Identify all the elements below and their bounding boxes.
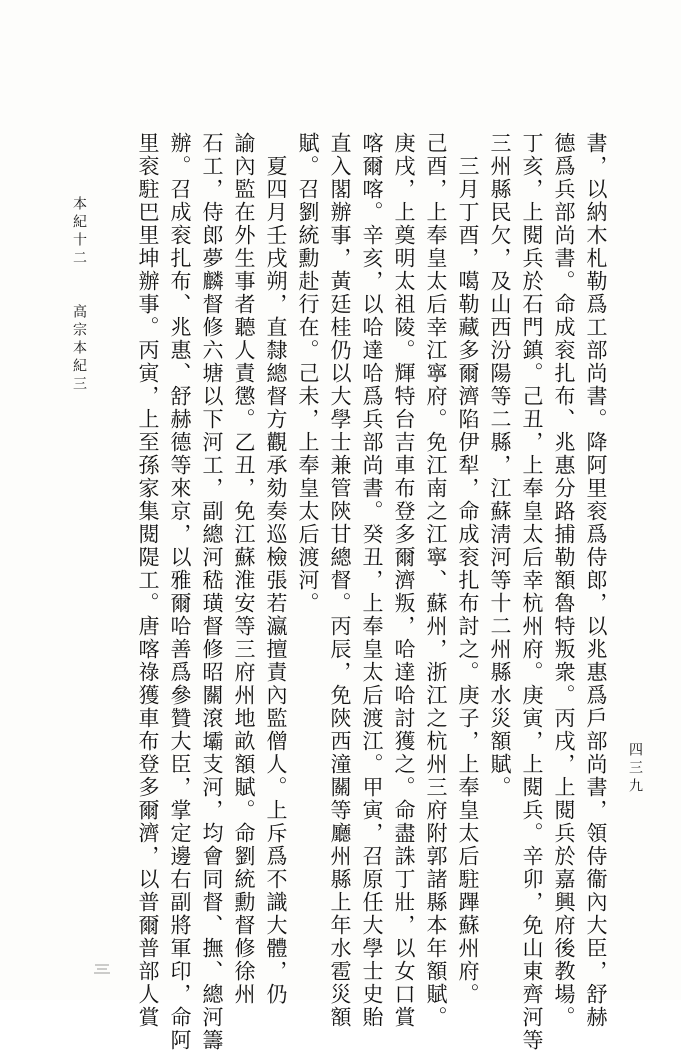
page-number: 四三九 (627, 742, 643, 796)
text-column: 夏四月壬戌朔，直隸總督方觀承劾奏巡檢張若瀛擅責內監僧人。上斥爲不識大體，仍 (264, 132, 288, 1006)
text-column: 書，以納木札勒爲工部尚書。降阿里衮爲侍郎，以兆惠爲戶部尚書，領侍衞內大臣，舒赫 (584, 132, 608, 1029)
text-column: 丁亥，上閱兵於石門鎮。己丑，上奉皇太后幸杭州府。庚寅，上閱兵。辛卯，免山東齊河等 (520, 132, 544, 1052)
running-head-section: 本紀十二 (71, 196, 87, 268)
text-column: 賦。召劉統勳赴行在。己未，上奉皇太后渡河。 (296, 132, 320, 615)
text-column: 喀爾喀。辛亥，以哈達哈爲兵部尚書。癸丑，上奉皇太后渡江。甲寅，召原任大學士史貽 (360, 132, 384, 1029)
text-column: 庚戌，上奠明太祖陵。輝特台吉車布登多爾濟叛，哈達哈討獲之。命盡誅丁壯，以女口賞 (392, 132, 416, 1029)
text-column: 己酉，上奉皇太后幸江寧府。免江南之江寧、蘇州，浙江之杭州三府附郭諸縣本年額賦。 (424, 132, 448, 1029)
text-column: 直入閣辦事，黃廷桂仍以大學士兼管陝甘總督。丙辰，免陝西潼關等廳州縣上年水雹災額 (328, 132, 352, 1029)
text-column: 三州縣民欠，及山西汾陽等二縣，江蘇淸河等十二州縣水災額賦。 (488, 132, 512, 799)
text-column: 辦。召成衮扎布、兆惠、舒赫德等來京，以雅爾哈善爲參贊大臣，掌定邊右副將軍印，命阿 (168, 132, 192, 1052)
printer-mark-icon (92, 962, 112, 976)
text-column: 德爲兵部尚書。命成衮扎布、兆惠分路捕勒額魯特叛衆。丙戌，上閱兵於嘉興府後教場。 (552, 132, 576, 1029)
text-column: 諭內監在外生事者聽人責懲。乙丑，免江蘇淮安等三府州地畝額賦。命劉統勳督修徐州 (232, 132, 256, 1006)
text-column: 石工，侍郎夢麟督修六塘以下河工，副總河嵇璜督修昭關滾壩支河，均會同督、撫、總河籌 (200, 132, 224, 1052)
running-head-chapter: 高宗本紀三 (71, 304, 87, 394)
text-column: 三月丁酉，噶勒藏多爾濟陷伊犁，命成衮扎布討之。庚子，上奉皇太后駐蹕蘇州府。 (456, 132, 480, 1006)
text-column: 里衮駐巴里坤辦事。丙寅，上至孫家集閱隄工。唐喀祿獲車布登多爾濟，以普爾普部人賞 (136, 132, 160, 1029)
